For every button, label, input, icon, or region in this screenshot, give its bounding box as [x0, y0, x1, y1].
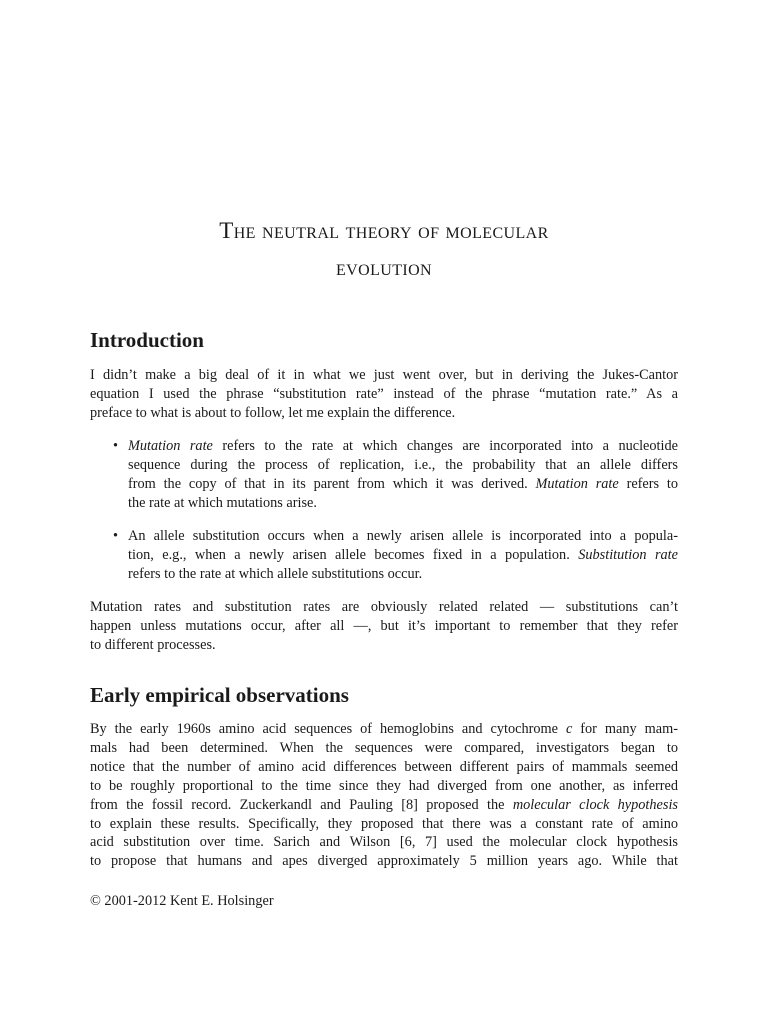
- intro-paragraph-1: [90, 366, 678, 423]
- section-heading-introduction: Introduction: [90, 328, 204, 352]
- text-line: [128, 437, 678, 456]
- document-page: [90, 0, 678, 1024]
- text-line: [90, 796, 678, 815]
- bullet-icon: •: [113, 438, 119, 454]
- text-line: preface to what is about to follow, let me explain the difference.: [90, 404, 456, 421]
- term-mutation-rate: Mutation rate: [128, 438, 213, 454]
- text-line: to explain these results. Specifically, they proposed that there was a constant rate of amino: [90, 815, 678, 832]
- text-line: refers to the rate at which allele substitutions occur.: [128, 565, 423, 582]
- italic-c: c: [565, 721, 573, 737]
- section-heading-early-observations: Early empirical observations: [90, 683, 349, 707]
- text-span: tion, e.g., when a newly arisen allele becomes fixed in a population.: [128, 546, 570, 563]
- text-span: for many mam-: [580, 721, 678, 737]
- text-span: refers to: [626, 475, 679, 492]
- text-line: sequence during the process of replication, i.e., the probability that an allele differs: [128, 456, 678, 473]
- early-paragraph: [90, 720, 678, 871]
- text-span: By the early 1960s amino acid sequences of hemoglobins and cytochrome: [90, 721, 558, 737]
- text-line: mals had been determined. When the sequences were compared, investigators began to: [90, 739, 678, 756]
- intro-paragraph-2: [90, 598, 678, 655]
- text-span: from the fossil record. Zuckerkandl and Pauling [8] proposed the: [90, 796, 505, 813]
- text-span: from the copy of that in its parent from which it was derived.: [128, 475, 528, 492]
- text-line: happen unless mutations occur, after all —, but it’s important to remember that they refer: [90, 617, 678, 634]
- bullet-icon: •: [113, 528, 119, 544]
- text-line: to be roughly proportional to the time since they had diverged from one another, as inferred: [90, 777, 678, 794]
- text-line: acid substitution over time. Sarich and Wilson [6, 7] used the molecular clock hypothesis: [90, 834, 678, 851]
- text-line: to propose that humans and apes diverged approximately 5 million years ago. While that: [90, 853, 678, 870]
- document-title: [90, 212, 678, 286]
- text-line: equation I used the phrase “substitution rate” instead of the phrase “mutation rate.” As a: [90, 385, 678, 402]
- term-mutation-rate: Mutation rate: [535, 475, 619, 492]
- copyright-footer: © 2001-2012 Kent E. Holsinger: [90, 893, 274, 909]
- text-line: the rate at which mutations arise.: [128, 494, 317, 511]
- text-line: [90, 720, 678, 739]
- text-line: An allele substitution occurs when a newly arisen allele is incorporated into a popula-: [128, 528, 678, 544]
- term-substitution-rate: Substitution rate: [578, 546, 679, 563]
- bullet-item-substitution: [113, 527, 679, 584]
- term-molecular-clock-hypothesis: molecular clock hypothesis: [512, 796, 678, 813]
- bullet-item-mutation-rate: [113, 437, 679, 513]
- title-line-1: The neutral theory of molecular: [219, 218, 549, 243]
- text-line: I didn’t make a big deal of it in what we just went over, but in deriving the Jukes-Cantor: [90, 367, 678, 383]
- title-line-2: evolution: [335, 255, 433, 280]
- text-span: refers to the rate at which changes are incorporated into a nucleotide: [222, 438, 678, 454]
- text-line: [128, 546, 678, 565]
- text-line: Mutation rates and substitution rates are obviously related related — substitutions can’t: [90, 599, 678, 615]
- text-line: notice that the number of amino acid differences between different pairs of mammals seemed: [90, 758, 678, 775]
- text-line: to different processes.: [90, 636, 216, 653]
- text-line: [128, 475, 678, 494]
